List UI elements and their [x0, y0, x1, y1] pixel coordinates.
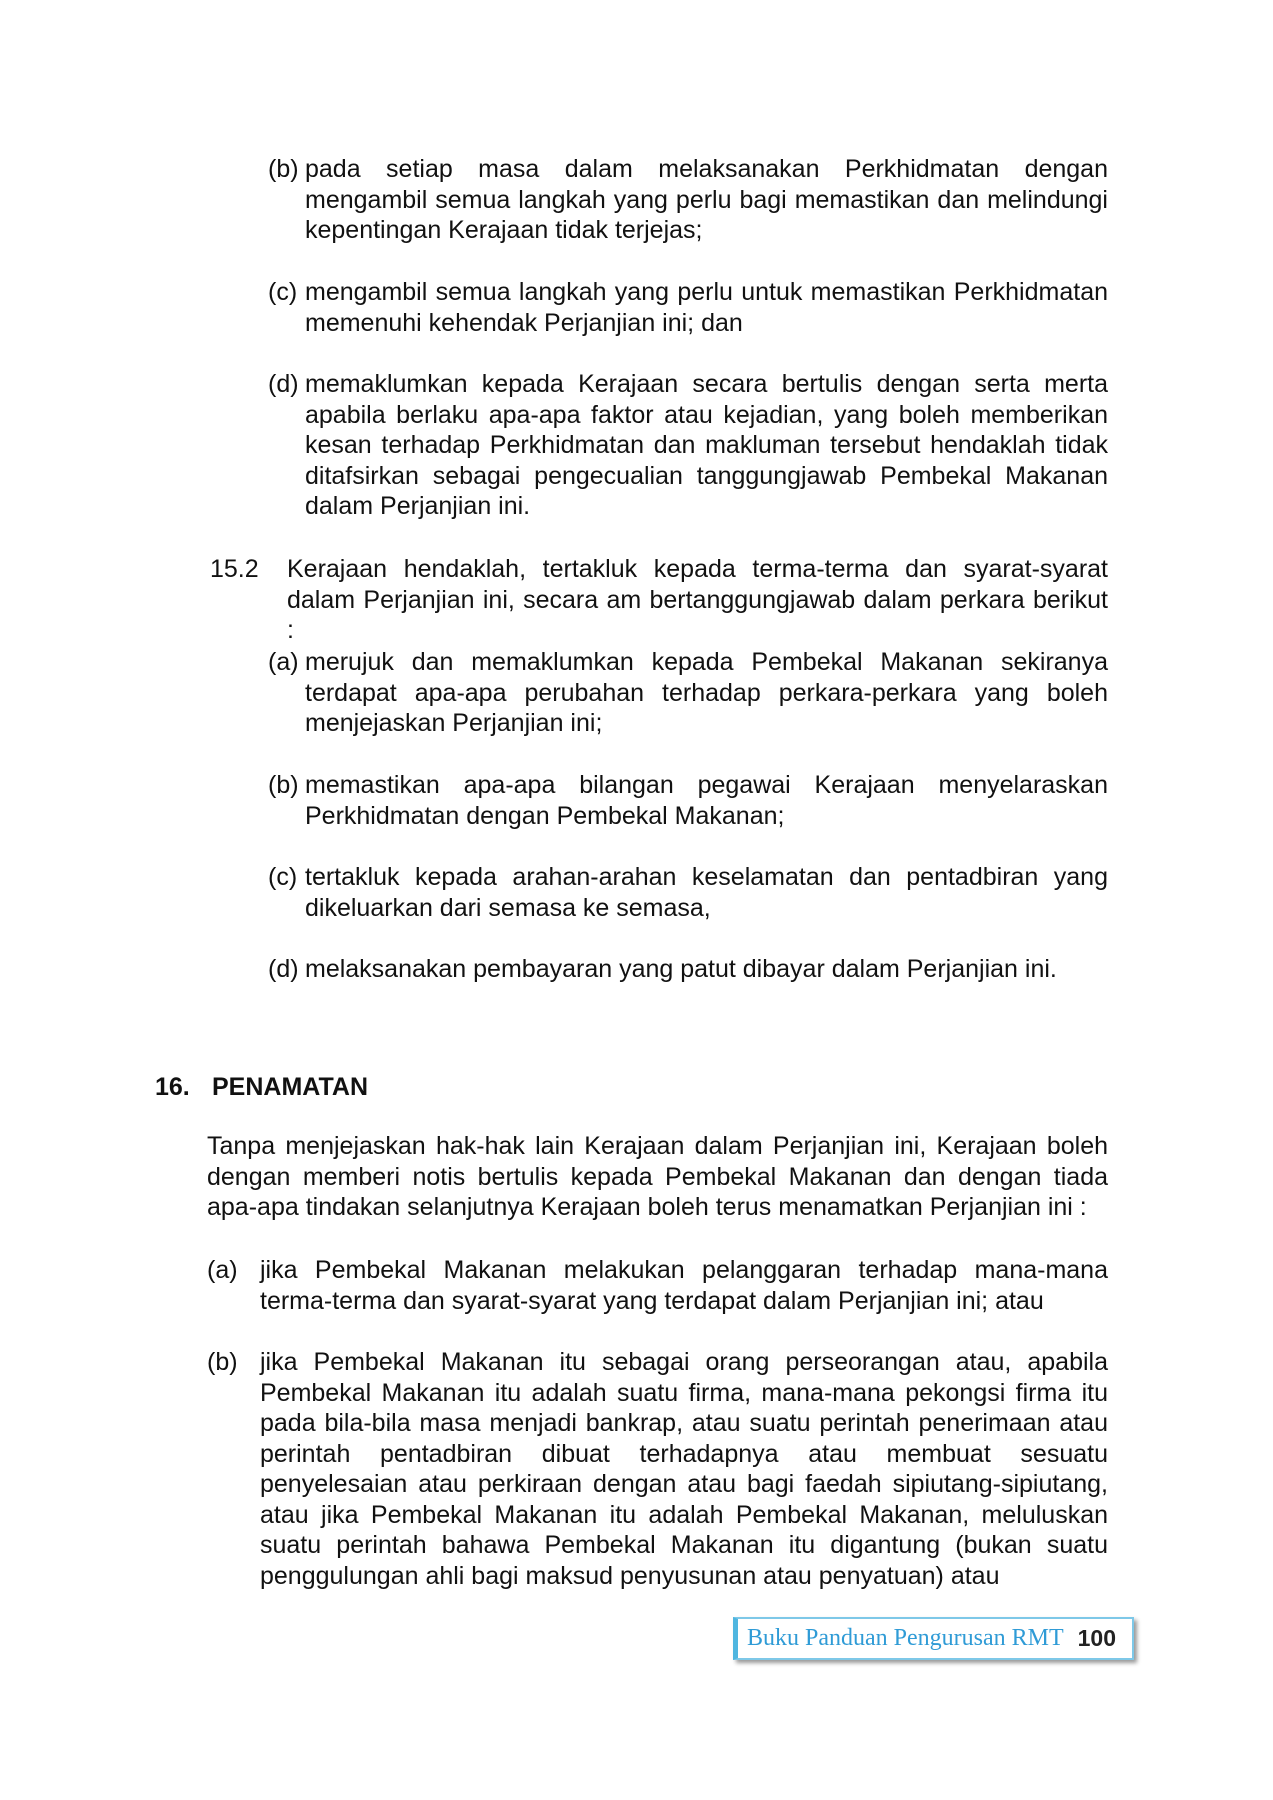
- section-number: 16.: [155, 1073, 190, 1101]
- item-text: memaklumkan kepada Kerajaan secara bertulis dengan serta merta apabila berlaku apa-apa faktor atau kejadian, yang boleh memberikan kesan terhadap Perkhidmatan dan makluman tersebut hendaklah tidak ditafsirkan sebagai pengecualian tanggungjawab Pembekal Makanan dalam Perjanjian ini.: [305, 370, 1108, 520]
- page-number: 100: [1077, 1625, 1116, 1652]
- list-item: [207, 1255, 1108, 1316]
- item-text: pada setiap masa dalam melaksanakan Perkhidmatan dengan mengambil semua langkah yang perlu bagi memastikan dan melindungi kepentingan Kerajaan tidak terjejas;: [305, 155, 1108, 244]
- item-label: (b): [207, 1348, 238, 1376]
- item-label: (a): [268, 648, 299, 676]
- section-intro: [207, 1131, 1108, 1223]
- item-text: jika Pembekal Makanan itu sebagai orang perseorangan atau, apabila Pembekal Makanan itu adalah suatu firma, mana-mana pekongsi firma itu pada bila-bila masa menjadi bankrap, atau suatu perintah penerimaan atau perintah pentadbiran dibuat terhadapnya atau membuat sesuatu penyelesaian atau perkiraan dengan atau bagi faedah sipiutang-sipiutang, atau jika Pembekal Makanan itu adalah Pembekal Makanan, meluluskan suatu perintah bahawa Pembekal Makanan itu digantung (bukan suatu penggulungan ahli bagi maksud penyusunan atau penyatuan) atau: [260, 1348, 1108, 1590]
- item-text: tertakluk kepada arahan-arahan keselamatan dan pentadbiran yang dikeluarkan dari semasa ke semasa,: [305, 863, 1108, 922]
- section-title: PENAMATAN: [212, 1073, 369, 1101]
- item-text: merujuk dan memaklumkan kepada Pembekal Makanan sekiranya terdapat apa-apa perubahan terhadap perkara-perkara yang boleh menjejaskan Perjanjian ini;: [305, 648, 1108, 737]
- list-item: [268, 154, 1108, 246]
- intro-text: Tanpa menjejaskan hak-hak lain Kerajaan dalam Perjanjian ini, Kerajaan boleh dengan memberi notis bertulis kepada Pembekal Makanan dan dengan tiada apa-apa tindakan selanjutnya Kerajaan boleh terus menamatkan Perjanjian ini :: [207, 1132, 1108, 1221]
- clause-text: Kerajaan hendaklah, tertakluk kepada terma-terma dan syarat-syarat dalam Perjanjian ini, secara am bertanggungjawab dalam perkara berikut :: [287, 555, 1108, 644]
- clause-number: 15.2: [210, 555, 259, 583]
- list-item: [268, 369, 1108, 522]
- footer-title: Buku Panduan Pengurusan RMT: [746, 1625, 1064, 1652]
- item-label: (b): [268, 771, 299, 799]
- list-item: [268, 862, 1108, 923]
- item-label: (c): [268, 863, 298, 891]
- item-label: (d): [268, 955, 299, 983]
- item-text: mengambil semua langkah yang perlu untuk memastikan Perkhidmatan memenuhi kehendak Perjanjian ini; dan: [305, 278, 1108, 337]
- list-item: [268, 770, 1108, 831]
- footer-badge: [733, 1617, 1134, 1660]
- item-label: (d): [268, 370, 299, 398]
- list-item: [268, 277, 1108, 338]
- item-label: (c): [268, 278, 298, 306]
- clause-15-2: [210, 554, 1108, 646]
- item-label: (b): [268, 155, 299, 183]
- list-item: [268, 954, 1108, 985]
- item-text: memastikan apa-apa bilangan pegawai Kerajaan menyelaraskan Perkhidmatan dengan Pembekal Makanan;: [305, 771, 1108, 830]
- item-text: melaksanakan pembayaran yang patut dibayar dalam Perjanjian ini.: [305, 955, 1057, 983]
- list-item: [268, 647, 1108, 739]
- item-text: jika Pembekal Makanan melakukan pelanggaran terhadap mana-mana terma-terma dan syarat-syarat yang terdapat dalam Perjanjian ini; atau: [260, 1256, 1108, 1315]
- item-label: (a): [207, 1256, 238, 1284]
- list-item: [207, 1347, 1108, 1591]
- section-heading: [155, 1072, 368, 1103]
